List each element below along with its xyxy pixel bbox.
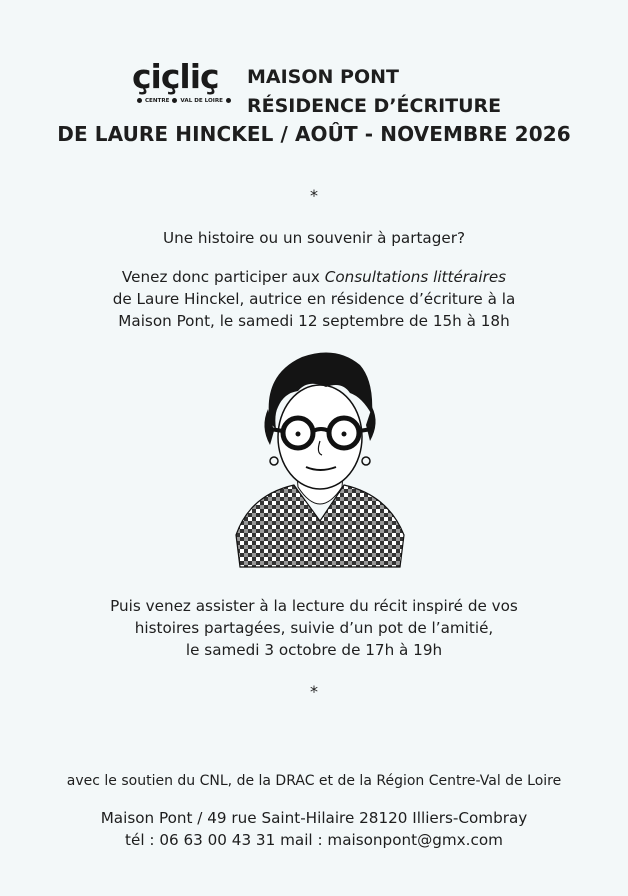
logo-dot-icon (172, 98, 177, 103)
logo-subtitle (136, 98, 232, 104)
intro-question-text: Une histoire ou un souvenir à partager? (163, 229, 465, 247)
support-text: avec le soutien du CNL, de la DRAC et de la Région Centre-Val de Loire (66, 773, 562, 789)
invite-line-1 (0, 266, 628, 288)
reading-line-1: Puis venez assister à la lecture du récit inspiré de vos (110, 597, 518, 615)
invite-line-2: de Laure Hinckel, autrice en résidence d’écriture à la (112, 290, 516, 308)
logo-dot-icon (137, 98, 142, 103)
contact-block (0, 807, 628, 851)
support-line (0, 771, 628, 792)
invite-line-1-italic: Consultations littéraires (324, 268, 507, 286)
invite-paragraph (0, 266, 628, 332)
invite-line-3: Maison Pont, le samedi 12 septembre de 15h à 18h (118, 312, 510, 330)
intro-question (0, 227, 628, 249)
reading-paragraph (0, 595, 628, 661)
logo-subtitle-left: CENTRE (144, 98, 170, 104)
reading-line-2: histoires partagées, suivie d’un pot de l’amitié, (134, 619, 494, 637)
reading-line-3: le samedi 3 octobre de 17h à 19h (185, 641, 443, 659)
logo-dot-icon (226, 98, 231, 103)
title-line-1: MAISON PONT (247, 66, 399, 88)
separator-star-bottom: * (310, 682, 318, 701)
title-line-3: DE LAURE HINCKEL / AOÛT - NOVEMBRE 2026 (57, 122, 571, 146)
author-portrait-drawing (232, 345, 408, 577)
logo-subtitle-right: VAL DE LOIRE (180, 98, 223, 104)
address-text: Maison Pont / 49 rue Saint-Hilaire 28120 Illiers-Combray (100, 809, 528, 827)
ciclic-logo (132, 57, 240, 110)
contact-text: tél : 06 63 00 43 31 mail : maisonpont@gmx.com (125, 831, 503, 849)
logo-wordmark: çiçliç (132, 57, 219, 96)
title-line-2: RÉSIDENCE D’ÉCRITURE (247, 95, 502, 117)
separator-star-top: * (310, 186, 318, 205)
invite-line-1-before: Venez donc participer aux (121, 268, 325, 286)
